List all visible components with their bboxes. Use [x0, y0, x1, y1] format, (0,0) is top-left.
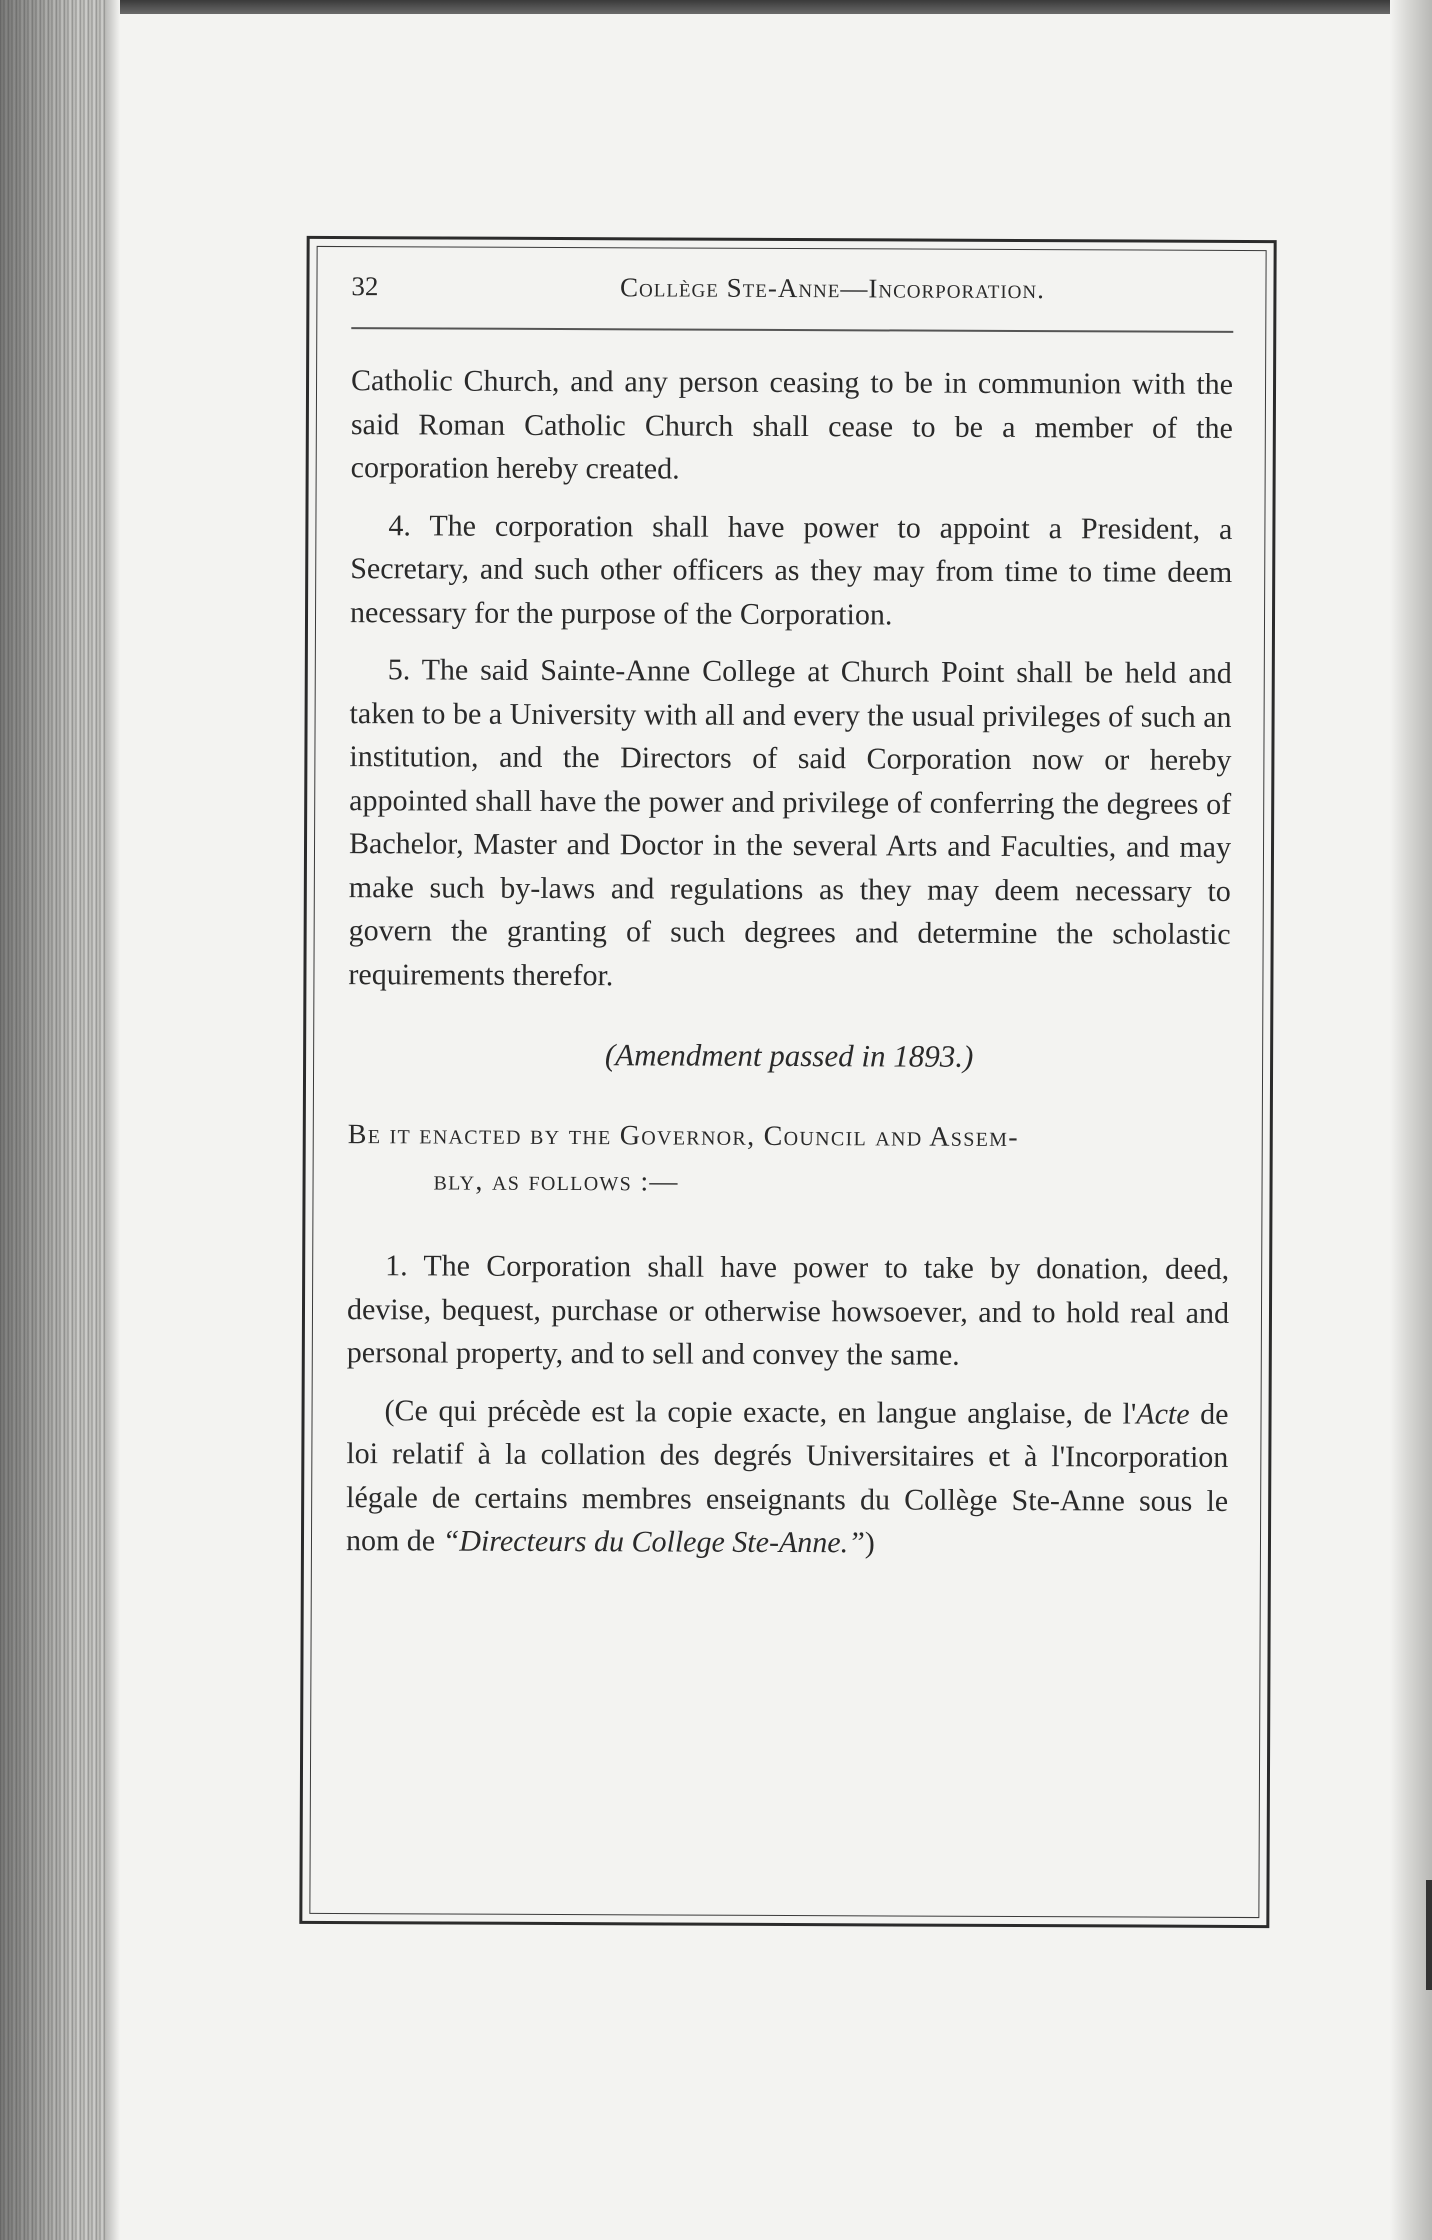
continuation-paragraph: Catholic Church, and any person ceasing to be in communion with the said Roman Catholic Church shall cease to be a member of the corporation hereby created.: [350, 364, 1234, 486]
french-note-acte: Acte: [1136, 1397, 1190, 1431]
scan-top-border: [0, 0, 1432, 14]
section-5-paragraph: 5. The said Sainte-Anne College at Church Point shall be held and taken to be a University with all and every the usual privileges of such an institution, and the Directors of said Corporation now or hereby appointed shall have the power and privilege of conferring the degrees of Bachelor, Master and Doctor in the several Arts and Faculties, and may make such by-laws and regulations as they may deem necessary to govern the granting of such degrees and determine the scholastic requirements therefor.: [348, 653, 1232, 992]
text-frame: [299, 236, 1276, 1928]
section-4-paragraph: 4. The corporation shall have power to appoint a President, a Secretary, and such other officers as they may from time to time deem necessary for the purpose of the Corporation.: [349, 508, 1233, 631]
right-edge-mark: [1426, 1880, 1432, 1990]
page-number: 32: [351, 271, 379, 302]
gutter-shadow: [106, 0, 120, 2240]
head-rule: [351, 327, 1233, 333]
french-note-end: ): [864, 1526, 875, 1560]
enacting-clause-line-1: Be it enacted by the Governor, Council and Assem-: [347, 1119, 1019, 1154]
french-note-quote: “Directeurs du College Ste-Anne.”: [442, 1524, 865, 1560]
amendment-heading: (Amendment passed in 1893.): [604, 1037, 974, 1074]
french-note-middle: de loi relatif à la collation des degrés Universitaires et à l'Incorporation légale de certains membres enseignants du Collège Ste-Anne sous le nom de: [345, 1397, 1229, 1558]
french-note-start: (Ce qui précède est la copie exacte, en langue anglaise, de l': [384, 1393, 1137, 1431]
enacting-clause-line-2: bly, as follows :—: [433, 1165, 679, 1198]
french-note-paragraph: [346, 1389, 1229, 1567]
running-head-title: Collège Ste-Anne—Incorporation.: [619, 272, 1045, 305]
amendment-section-1-paragraph: 1. The Corporation shall have power to take by donation, deed, devise, bequest, purchase or otherwise howsoever, and to hold real and personal property, and to sell and convey the same.: [346, 1249, 1230, 1372]
enacting-clause: [347, 1112, 1229, 1208]
page-content: [346, 259, 1234, 1580]
book-page-edges: [0, 0, 110, 2240]
running-head: [351, 259, 1233, 313]
